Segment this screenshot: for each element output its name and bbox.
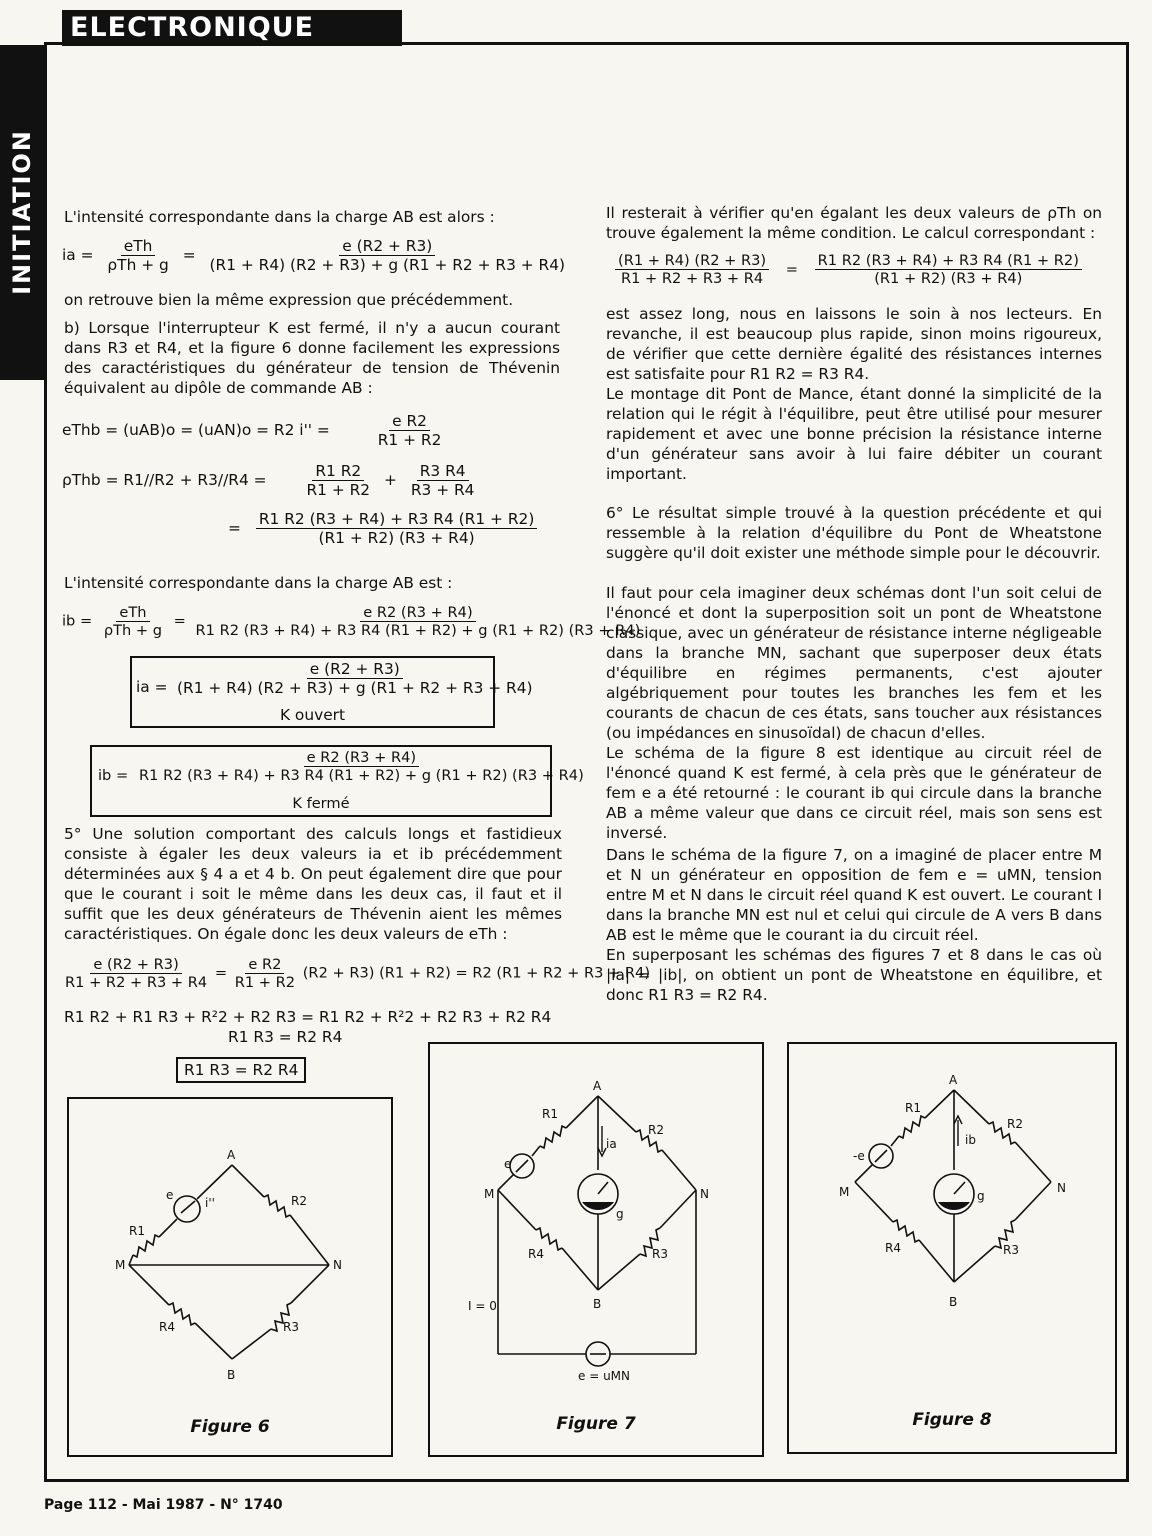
right-paragraph-1: Il resterait à vérifier qu'en égalant les deux valeurs de ρTh on trouve également la même condition. Le calcul correspondant : bbox=[606, 204, 1102, 242]
label-A: A bbox=[949, 1073, 958, 1087]
figure-6 bbox=[67, 1097, 393, 1457]
label-R4: R4 bbox=[159, 1320, 175, 1334]
label-A: A bbox=[593, 1079, 602, 1093]
label-e: e bbox=[504, 1157, 512, 1171]
figure-8-circuit bbox=[789, 1044, 1115, 1452]
label-R3: R3 bbox=[1003, 1243, 1019, 1257]
denominator: (R1 + R2) (R3 + R4) bbox=[874, 270, 1023, 287]
equation-eThb bbox=[62, 412, 444, 449]
denominator: ρTh + g bbox=[107, 256, 169, 274]
denominator: R1 + R2 bbox=[234, 974, 296, 991]
label-M: M bbox=[839, 1185, 850, 1199]
left-paragraph-5: 5° Une solution comportant des calculs longs et fastidieux consiste à égaler les deux valeurs ia et ib précédemment déterminées aux § 4 a et 4 b. On peut également dire que pour que le courant i soit le même dans les deux cas, il faut et il suffit que les deux générateurs de Thévenin aient les mêmes caractéristiques. On égale donc les deux valeurs de eTh : bbox=[64, 825, 562, 943]
label-B: B bbox=[593, 1297, 602, 1311]
equals-sign: = bbox=[228, 519, 241, 537]
denominator: R1 R2 (R3 + R4) + R3 R4 (R1 + R2) + g (R1 + R2) (R3 + R4) bbox=[139, 767, 584, 784]
label-M: M bbox=[484, 1187, 495, 1201]
figure-6-circuit bbox=[69, 1099, 391, 1455]
label-N: N bbox=[700, 1187, 709, 1201]
label-I: I = 0 bbox=[468, 1299, 497, 1313]
label-R4: R4 bbox=[528, 1247, 544, 1261]
figure-8 bbox=[787, 1042, 1117, 1454]
label-e: e bbox=[166, 1188, 174, 1202]
equation-5 bbox=[62, 956, 650, 991]
label-R3: R3 bbox=[652, 1247, 668, 1261]
numerator: e (R2 + R3) bbox=[339, 237, 435, 256]
figure-8-caption: Figure 8 bbox=[912, 1410, 992, 1430]
figure-7-circuit bbox=[430, 1044, 762, 1455]
label-B: B bbox=[949, 1295, 958, 1309]
equals-sign: = bbox=[214, 964, 228, 982]
left-paragraph-1: L'intensité correspondante dans la charge AB est alors : bbox=[64, 208, 495, 226]
right-eq-fraction-1 bbox=[615, 252, 769, 287]
denominator: R1 + R2 bbox=[306, 481, 371, 499]
boxed-result-ia bbox=[130, 656, 533, 728]
label-M: M bbox=[115, 1258, 126, 1272]
equation-ia: ia = eTh ρTh + g = $\frac{e (R2 + R3)}{(R1 + R4) (R2 + R3) + g (R1 + R2 + R3 + R4)}$ bbox=[62, 237, 568, 274]
numerator: eTh bbox=[116, 604, 149, 622]
label-N: N bbox=[333, 1258, 342, 1272]
label-R4: R4 bbox=[885, 1241, 901, 1255]
label-ia: ia bbox=[606, 1137, 617, 1151]
box1-label: ia = bbox=[136, 678, 168, 696]
label-e: -e bbox=[853, 1149, 865, 1163]
numerator: e R2 bbox=[245, 956, 284, 974]
equation-rho bbox=[62, 462, 477, 499]
eq-ib-fraction-1 bbox=[101, 604, 165, 639]
eq5-rest: (R2 + R3) (R1 + R2) = R2 (R1 + R2 + R3 + R4) bbox=[302, 964, 651, 982]
numerator: R1 R2 (R3 + R4) + R3 R4 (R1 + R2) bbox=[815, 252, 1082, 270]
box2-note: K fermé bbox=[292, 795, 350, 812]
equation-7: R1 R3 = R2 R4 bbox=[228, 1028, 343, 1046]
eq5-fraction-2 bbox=[232, 956, 298, 991]
box1-fraction bbox=[174, 660, 536, 697]
boxed-result-ib bbox=[90, 745, 584, 817]
box1-note: K ouvert bbox=[279, 706, 346, 724]
eq-rho-fraction-1 bbox=[303, 462, 373, 499]
left-paragraph-3: b) Lorsque l'interrupteur K est fermé, il n'y a aucun courant dans R3 et R4, et la figure 6 donne facilement les expressions des caractéristiques du générateur de tension de Thévenin équivalent au dipôle de commande AB : bbox=[64, 319, 560, 397]
denominator: (R1 + R4) (R2 + R3) + g (R1 + R2 + R3 + R4) bbox=[209, 256, 566, 274]
left-paragraph-2: on retrouve bien la même expression que précédemment. bbox=[64, 291, 514, 309]
label-emn: e = uMN bbox=[578, 1369, 631, 1383]
numerator: e R2 (R3 + R4) bbox=[360, 604, 475, 622]
page-footer: Page 112 - Mai 1987 - N° 1740 bbox=[44, 1497, 283, 1513]
denominator: R1 + R2 bbox=[377, 431, 442, 449]
plus-sign: + bbox=[384, 471, 397, 489]
right-paragraph-3: Le montage dit Pont de Mance, étant donné la simplicité de la relation qui le régit à l'équilibre, peut être utilisé pour mesurer rapidement et avec une bonne précision la résistance interne d'un générateur sans avoir à lui faire débiter un courant important. bbox=[606, 385, 1102, 483]
label-R1: R1 bbox=[542, 1107, 558, 1121]
denominator: R3 + R4 bbox=[410, 481, 475, 499]
eq-rho2-fraction bbox=[256, 510, 538, 547]
label-A: A bbox=[227, 1148, 236, 1162]
eq-ia-fraction-1 bbox=[104, 237, 171, 274]
side-tab-label: INITIATION bbox=[8, 129, 36, 295]
label-R2: R2 bbox=[291, 1194, 307, 1208]
numerator: e R2 bbox=[389, 412, 430, 431]
numerator: eTh bbox=[121, 237, 156, 256]
label-g: g bbox=[977, 1189, 985, 1203]
right-equation bbox=[615, 252, 1082, 287]
numerator: e (R2 + R3) bbox=[90, 956, 181, 974]
eq5-fraction-1 bbox=[62, 956, 210, 991]
eq-ib-label: ib = bbox=[62, 612, 93, 630]
box2-fraction bbox=[136, 749, 587, 784]
eq-eThb-label: eThb = (uAB)o = (uAN)o = R2 i'' = bbox=[62, 421, 330, 439]
label-R1: R1 bbox=[129, 1224, 145, 1238]
left-paragraph-4: L'intensité correspondante dans la charge AB est : bbox=[64, 574, 453, 592]
numerator: R1 R2 bbox=[312, 462, 364, 481]
section-title: ELECTRONIQUE bbox=[70, 12, 315, 43]
label-g: g bbox=[616, 1207, 624, 1221]
denominator: R1 R2 (R3 + R4) + R3 R4 (R1 + R2) + g (R1 + R2) (R3 + R4) bbox=[195, 622, 641, 639]
label-B: B bbox=[227, 1368, 236, 1382]
right-paragraph-7: Dans le schéma de la figure 7, on a imaginé de placer entre M et N un générateur en opposition de fem e = uMN, tension entre M et N dans le circuit réel quand K est ouvert. Le courant I dans la branche MN est nul et celui qui circule de A vers B dans AB est le même que le courant ia du circuit réel. bbox=[606, 846, 1102, 944]
denominator: ρTh + g bbox=[103, 622, 163, 639]
final-result-box: R1 R3 = R2 R4 bbox=[176, 1057, 306, 1083]
right-paragraph-6: Le schéma de la figure 8 est identique au circuit réel de l'énoncé quand K est fermé, à cela près que le générateur de fem e a été retourné : le courant ib qui circule dans la branche AB a même valeur que dans ce circuit réel, mais son sens est inversé. bbox=[606, 744, 1102, 842]
right-paragraph-2: est assez long, nous en laissons le soin à nos lecteurs. En revanche, il est beaucoup plus rapide, sinon moins rigoureux, de vérifier que cette dernière égalité des résistances internes est satisfaite pour R1 R2 = R3 R4. bbox=[606, 305, 1102, 383]
label-R3: R3 bbox=[283, 1320, 299, 1334]
denominator: R1 + R2 + R3 + R4 bbox=[620, 270, 764, 287]
box2-label: ib = bbox=[98, 767, 129, 784]
denominator: (R1 + R4) (R2 + R3) + g (R1 + R2 + R3 + R4) bbox=[177, 679, 533, 697]
equation-rho-2 bbox=[228, 510, 537, 547]
equals-sign: = bbox=[785, 260, 799, 278]
numerator: (R1 + R4) (R2 + R3) bbox=[615, 252, 769, 270]
right-paragraph-8: En superposant les schémas des figures 7 et 8 dans le cas où |ia| = |ib|, on obtient un pont de Wheatstone en équilibre, et donc R1 R3 = R2 R4. bbox=[606, 946, 1102, 1004]
numerator: R3 R4 bbox=[417, 462, 469, 481]
eq-rho-fraction-2 bbox=[408, 462, 478, 499]
label-N: N bbox=[1057, 1181, 1066, 1195]
figure-7-caption: Figure 7 bbox=[556, 1414, 636, 1434]
figure-6-caption: Figure 6 bbox=[190, 1417, 270, 1437]
numerator: e (R2 + R3) bbox=[307, 660, 403, 679]
right-paragraph-5: Il faut pour cela imaginer deux schémas dont l'un soit celui de l'énoncé et dont la superposition soit un pont de Wheatstone classique, avec un générateur de résistance interne négligeable dans la branche MN, sachant que superposer deux états d'équilibre en régimes permanents, c'est ajouter algébriquement pour toutes les branches les fem et les courants de chacun de ces états, sans toucher aux résistances (ou impédances en sinusoïdal) de chacun d'elles. bbox=[606, 584, 1102, 742]
eq-eThb-fraction bbox=[375, 412, 445, 449]
label-R1: R1 bbox=[905, 1101, 921, 1115]
label-R2: R2 bbox=[1007, 1117, 1023, 1131]
eq-ia-fraction-2 bbox=[207, 237, 569, 274]
label-R2: R2 bbox=[648, 1123, 664, 1137]
figure-7 bbox=[428, 1042, 764, 1457]
section-header bbox=[62, 10, 402, 46]
right-paragraph-4: 6° Le résultat simple trouvé à la question précédente et qui ressemble à la relation d'équilibre du Pont de Wheatstone suggère qu'il doit exister une méthode simple pour le découvrir. bbox=[606, 504, 1102, 562]
denominator: R1 + R2 + R3 + R4 bbox=[65, 974, 208, 991]
equation-6: R1 R2 + R1 R3 + R²2 + R2 R3 = R1 R2 + R²2 + R2 R3 + R2 R4 bbox=[64, 1008, 552, 1026]
eq-rho-label: ρThb = R1//R2 + R3//R4 = bbox=[62, 471, 267, 489]
side-tab bbox=[0, 45, 44, 380]
numerator: e R2 (R3 + R4) bbox=[304, 749, 419, 767]
eq-ia-label: ia = bbox=[62, 246, 94, 264]
denominator: (R1 + R2) (R3 + R4) bbox=[318, 529, 475, 547]
eq-ib-fraction-2 bbox=[193, 604, 644, 639]
label-i: i'' bbox=[205, 1196, 215, 1210]
numerator: R1 R2 (R3 + R4) + R3 R4 (R1 + R2) bbox=[256, 510, 538, 529]
label-ib: ib bbox=[965, 1133, 976, 1147]
equation-ib: ib = eTh ρTh + g = $\frac{\text{e R2 (R3 + R4)}}{R1 R2 (R3 + R4) + R3 R4 (R1 + R2) + g (R1 + R2) (R3 + R4)}$ bbox=[62, 604, 643, 639]
right-eq-fraction-2 bbox=[815, 252, 1082, 287]
